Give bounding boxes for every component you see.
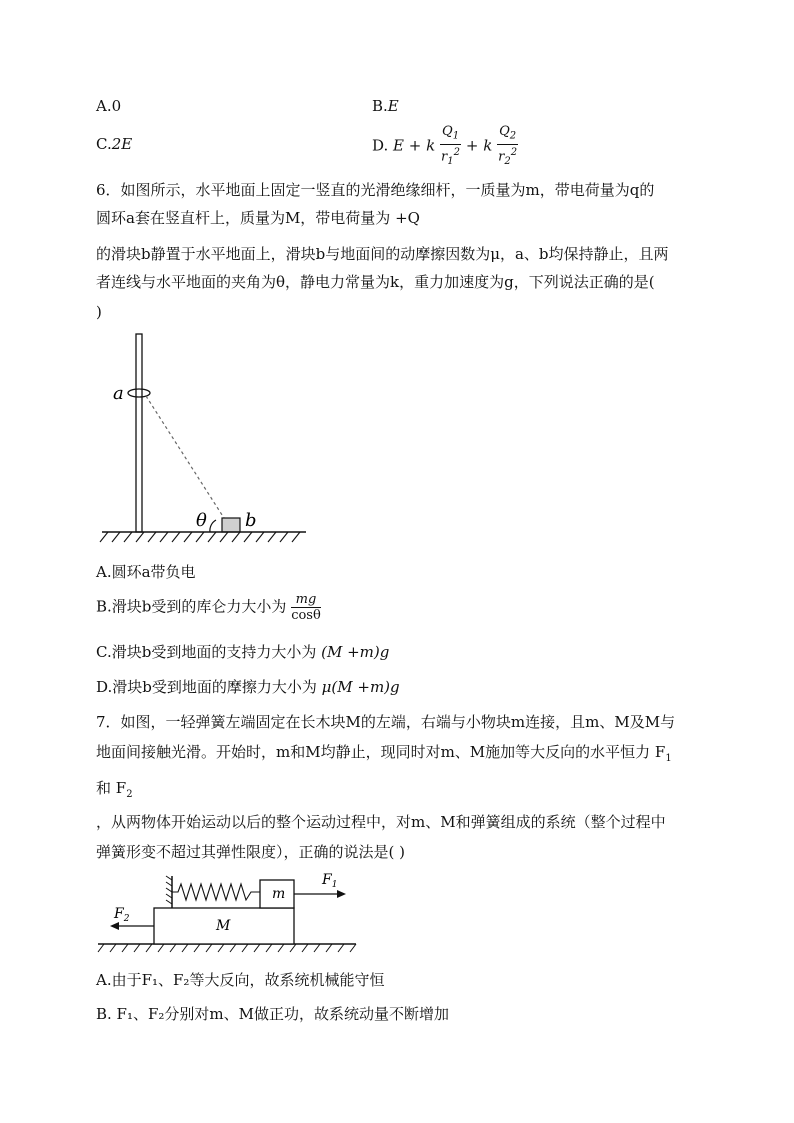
q5-d-fraction-1: $\frac{Q_1}{r_1^2}$ [441, 124, 461, 167]
q6-stem-line-4: 者连线与水平地面的夹角为θ，静电力常量为k，重力加速度为g，下列说法正确的是( [96, 273, 655, 291]
arrowhead-F2 [110, 922, 119, 930]
q6-option-b: B.滑块b受到的库仑力大小为 $\frac{mg}{\cos\theta}$ [96, 592, 321, 623]
q6-stem-line-3: 的滑块b静置于水平地面上，滑块b与地面间的动摩擦因数为μ，a、b均保持静止，且两 [96, 245, 669, 263]
q6-figure [90, 330, 320, 550]
q7-stem-line-5: 弹簧形变不超过其弹性限度），正确的说法是( ) [96, 843, 405, 861]
q6-stem-line-5: ) [96, 303, 102, 321]
q5-option-d: D. E + k $\frac{Q_1}{r_1^2}$ + k $\frac{Q_2}{r_2^2}$ [372, 124, 518, 167]
label-m: m [272, 886, 286, 902]
wall-hatching [166, 876, 172, 904]
q5-option-b: B.E [372, 97, 399, 115]
q6-option-c: C.滑块b受到地面的支持力大小为 (M +m)g [96, 643, 390, 661]
label-a: a [113, 383, 124, 404]
q5-option-c: C.2E [96, 135, 133, 153]
q7-figure [94, 868, 364, 958]
angle-arc [210, 520, 216, 532]
dashed-connection [146, 396, 224, 518]
ground-hatching [100, 532, 300, 542]
label-F2: $F_2$ [114, 906, 130, 924]
q5-option-a: A.0 [96, 97, 122, 115]
q7-stem-line-1: 7．如图，一轻弹簧左端固定在长木块M的左端，右端与小物块m连接，且m、M及M与 [96, 713, 676, 731]
q7-option-a: A.由于F₁、F₂等大反向，故系统机械能守恒 [96, 971, 385, 989]
block-b [222, 518, 240, 532]
label-F1: $F_1$ [322, 872, 338, 890]
q6-option-a: A.圆环a带负电 [96, 563, 196, 581]
label-M: M [216, 918, 231, 934]
spring [172, 884, 260, 900]
ground-hatching [98, 944, 356, 952]
q6-b-fraction: $\frac{mg}{\cos\theta}$ [291, 592, 321, 623]
label-b: b [245, 510, 257, 531]
label-theta: θ [196, 510, 207, 531]
q7-option-b: B. F₁、F₂分别对m、M做正功，故系统动量不断增加 [96, 1005, 449, 1023]
q6-stem-line-2: 圆环a套在竖直杆上，质量为M，带电荷量为 +Q [96, 209, 420, 227]
vertical-rod [136, 334, 142, 532]
q6-option-d: D.滑块b受到地面的摩擦力大小为 μ(M +m)g [96, 678, 400, 696]
arrowhead-F1 [337, 890, 346, 898]
q7-stem-line-3: 和 $F_2$ [96, 779, 133, 800]
q6-stem-line-1: 6．如图所示，水平地面上固定一竖直的光滑绝缘细杆，一质量为m，带电荷量为q的 [96, 181, 655, 199]
q7-stem-line-2: 地面间接触光滑。开始时，m和M均静止，现同时对m、M施加等大反向的水平恒力 $F_1$ [96, 743, 672, 764]
q7-stem-line-4: ，从两物体开始运动以后的整个运动过程中，对m、M和弹簧组成的系统（整个过程中 [96, 813, 666, 831]
q5-d-fraction-2: $\frac{Q_2}{r_2^2}$ [498, 124, 518, 167]
